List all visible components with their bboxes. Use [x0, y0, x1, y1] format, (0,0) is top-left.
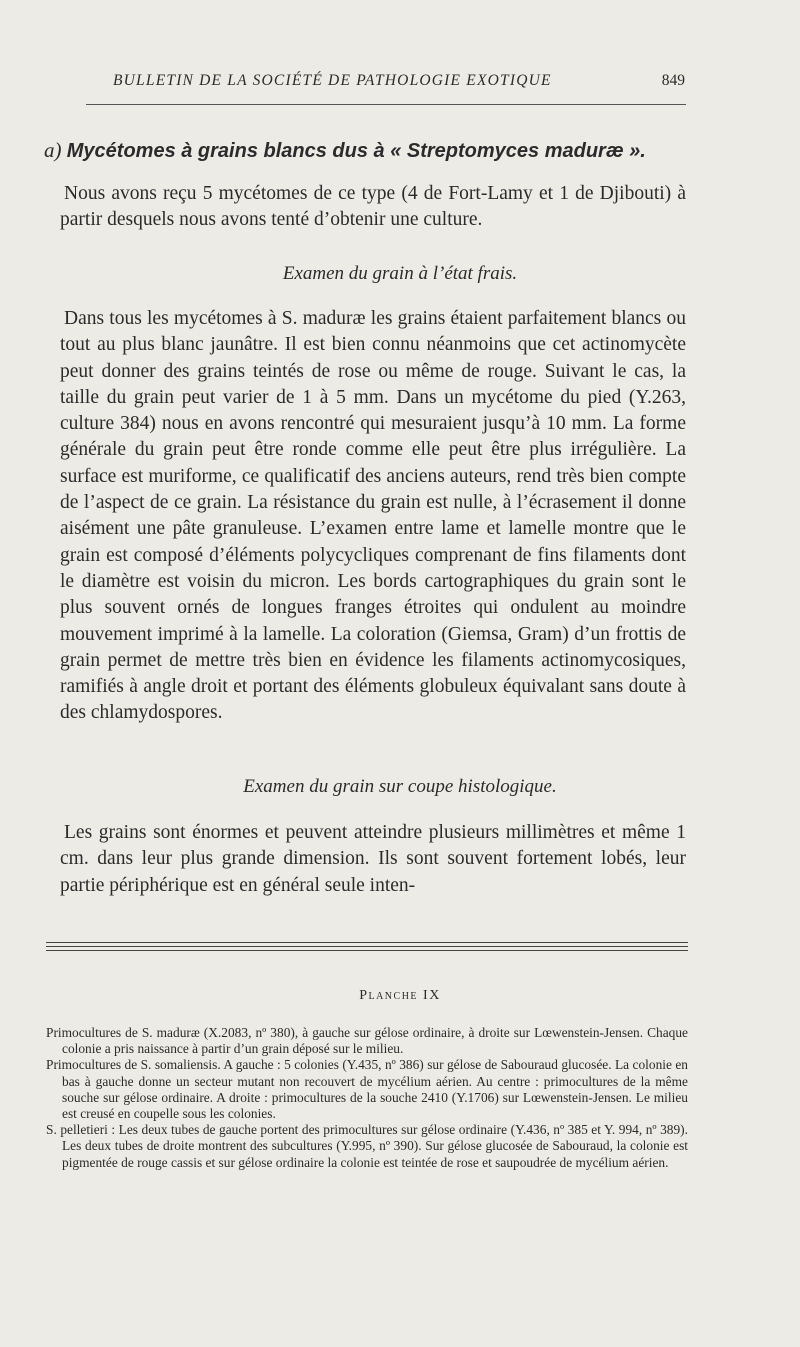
legend-entry: S. pelletieri : Les deux tubes de gauche portent des primocultures sur gélose ordinaire (Y.436, nº 385 et Y. 994, nº 389). Les deux tubes de droite montrent des subcultures (Y.995, nº 390). Sur gélose glucosée de Sabouraud, la colonie est pigmentée de rouge cassis et sur gélose ordinaire la colonie est teintée de rose et saupoudrée de mycélium aérien. — [46, 1122, 688, 1170]
header-rule — [86, 104, 686, 105]
plate-title: Planche IX — [359, 988, 441, 1003]
section-prefix: a) — [44, 138, 62, 162]
histology-paragraph: Les grains sont énormes et peuvent atteindre plusieurs millimètres et même 1 cm. dans leur plus grande dimension. Ils sont souvent fortement lobés, leur partie périphérique est en général seule inten- — [60, 822, 686, 896]
legend-entry: Primocultures de S. somaliensis. A gauche : 5 colonies (Y.435, nº 386) sur gélose de Sabouraud glucosée. La colonie en bas à gauche donne un secteur mutant non recouvert de mycélium aérien. Au centre : primocultures de la même souche sur gélose ordinaire. A droite : primocultures de la souche 2410 (Y.1706) sur Lœwenstein-Jensen. Le milieu est creusé en coupelle sous les colonies. — [46, 1057, 688, 1122]
fresh-exam-paragraph: Dans tous les mycétomes à S. maduræ les grains étaient parfaitement blancs ou tout au plus blanc jaunâtre. Il est bien connu néanmoins que cet actinomycète peut donner des grains teintés de rose ou même de rouge. Suivant le cas, la taille du grain peut varier de 1 à 5 mm. Dans un mycétome du pied (Y.263, culture 384) nous en avons rencontré qui mesuraient jusqu’à 10 mm. La forme générale du grain peut être ronde comme elle peut être plus irrégulière. La surface est muriforme, ce qualificatif des anciens auteurs, rend très bien compte de l’aspect de ce grain. La résistance du grain est nulle, à l’écrasement il donne aisément une pâte granuleuse. L’examen entre lame et lamelle montre que le grain est composé d’éléments polycycliques comprenant de fins filaments dont le diamètre est voisin du micron. Les bords cartographiques du grain sont le plus souvent ornés de longues franges étroites qui ondulent au moindre mouvement imprimé à la lamelle. La coloration (Giemsa, Gram) d’un frottis de grain permet de mettre très bien en évidence les filaments actinomycosiques, ramifiés à angle droit et portant des éléments globuleux équivalant sans doute à des chlamydospores. — [60, 308, 686, 724]
subheading-histology: Examen du grain sur coupe histologique. — [243, 776, 557, 797]
legend-entry: Primocultures de S. maduræ (X.2083, nº 380), à gauche sur gélose ordinaire, à droite sur Lœwenstein-Jensen. Chaque colonie a pris naissance à partir d’un grain déposé sur le milieu. — [46, 1025, 688, 1057]
section-heading: Mycétomes à grains blancs dus à « Streptomyces maduræ ». — [66, 140, 646, 162]
plate-legend — [46, 1025, 688, 1171]
page-number: 849 — [661, 72, 685, 89]
section-title — [44, 138, 704, 163]
running-head — [113, 72, 685, 90]
separator-rule — [46, 946, 688, 947]
separator-rule — [46, 942, 688, 943]
separator-rule — [46, 950, 688, 951]
intro-paragraph: Nous avons reçu 5 mycétomes de ce type (4 de Fort-Lamy et 1 de Djibouti) à partir desquels nous avons tenté d’obtenir une culture. — [60, 183, 686, 231]
running-title: BULLETIN DE LA SOCIÉTÉ DE PATHOLOGIE EXOTIQUE — [113, 72, 552, 89]
subheading-fresh: Examen du grain à l’état frais. — [282, 263, 518, 284]
